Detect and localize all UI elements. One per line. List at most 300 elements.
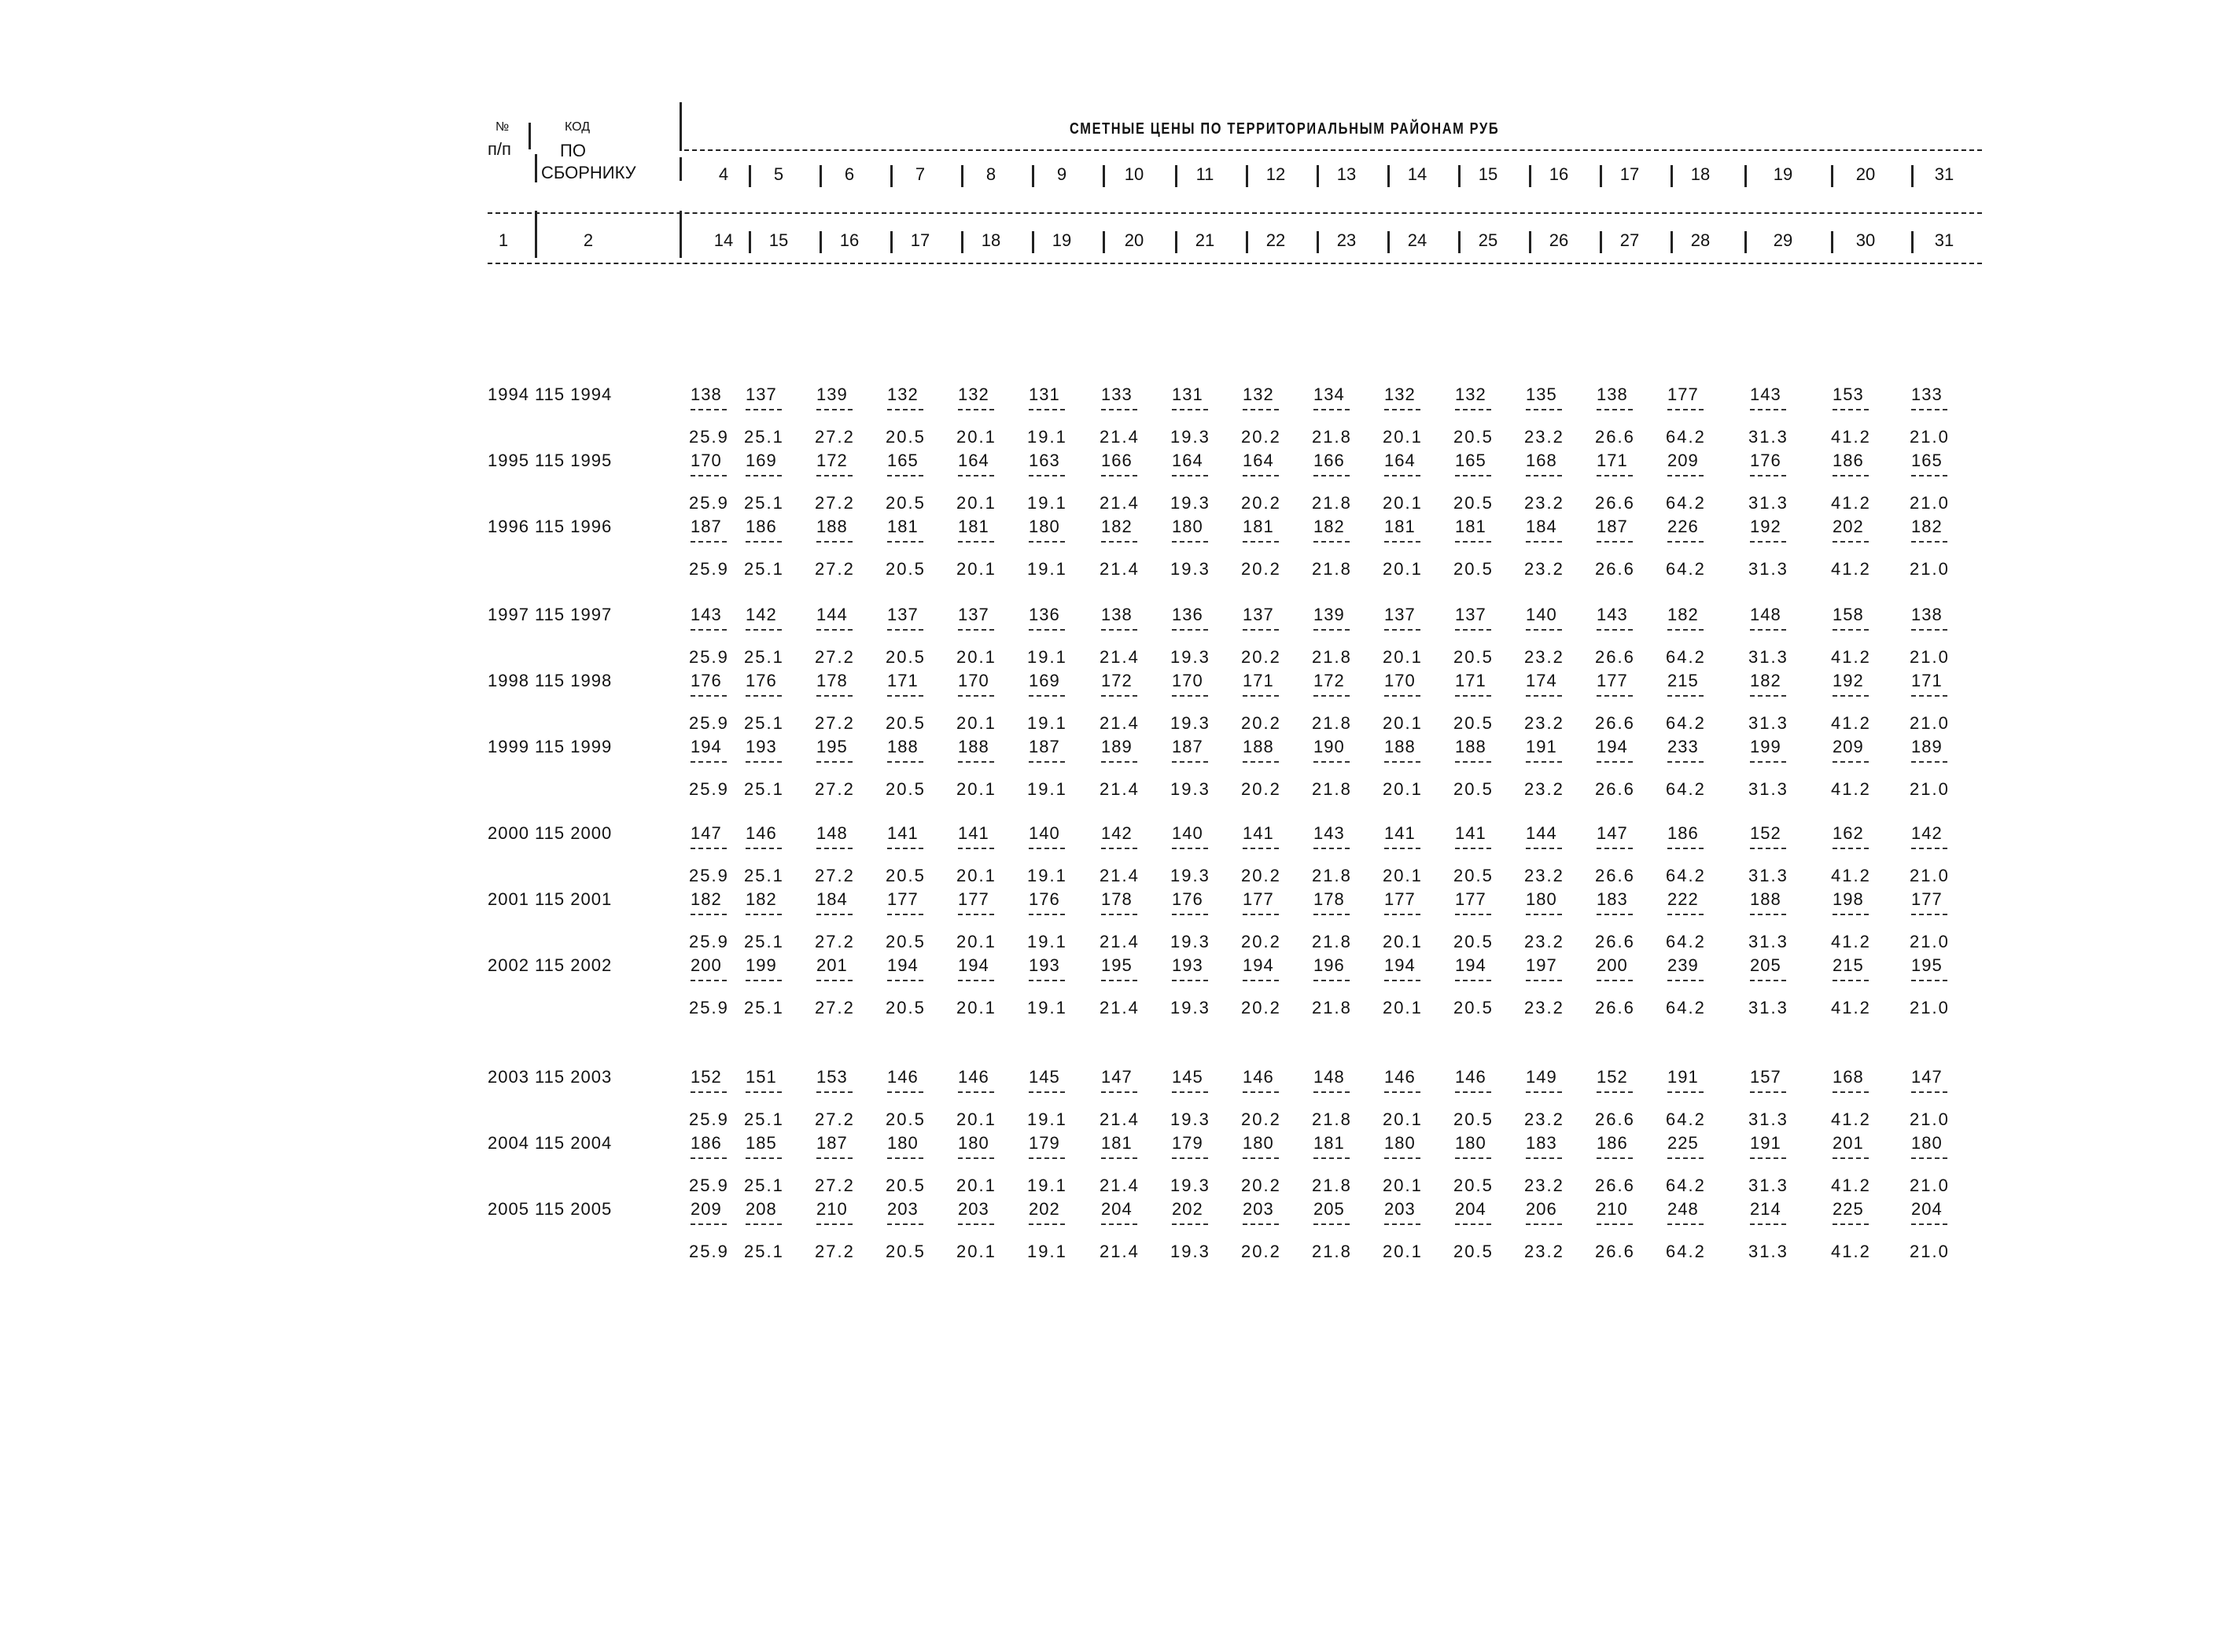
- coefficient-value: 20.1: [1383, 647, 1423, 667]
- fraction-line: [746, 1157, 782, 1159]
- fraction-line: [1172, 848, 1208, 849]
- price-value: 162: [1833, 823, 1864, 843]
- coefficient-value: 20.2: [1241, 779, 1281, 799]
- fraction-line: [1833, 409, 1869, 410]
- column-divider: [1529, 231, 1531, 253]
- price-value: 179: [1029, 1133, 1060, 1153]
- coefficient-value: 20.1: [956, 932, 996, 951]
- fraction-line: [1172, 695, 1208, 697]
- coefficient-value: 21.4: [1100, 1242, 1140, 1261]
- column-divider: [820, 231, 822, 253]
- fraction-line: [1750, 1157, 1786, 1159]
- fraction-line: [1597, 1223, 1633, 1225]
- coefficient-value: 41.2: [1831, 559, 1871, 579]
- price-value: 142: [1101, 823, 1133, 843]
- column-divider: [1911, 165, 1914, 187]
- header-divider: [535, 211, 537, 258]
- column-number: 30: [1855, 230, 1876, 250]
- fraction-line: [1455, 409, 1491, 410]
- price-value: 191: [1667, 1067, 1699, 1087]
- price-value: 187: [1597, 517, 1628, 536]
- fraction-line: [1172, 1223, 1208, 1225]
- price-value: 177: [1597, 671, 1628, 690]
- price-value: 169: [1029, 671, 1060, 690]
- fraction-line: [1667, 541, 1704, 543]
- coefficient-value: 20.2: [1241, 427, 1281, 447]
- price-value: 209: [1667, 451, 1699, 470]
- column-divider: [1671, 231, 1673, 253]
- fraction-line: [887, 761, 923, 763]
- fraction-line: [1667, 761, 1704, 763]
- coefficient-value: 25.1: [744, 779, 784, 799]
- price-value: 147: [1101, 1067, 1133, 1087]
- coefficient-value: 31.3: [1748, 866, 1788, 885]
- coefficient-value: 23.2: [1524, 998, 1564, 1017]
- price-value: 177: [958, 889, 989, 909]
- coefficient-value: 31.3: [1748, 1242, 1788, 1261]
- price-value: 177: [1455, 889, 1486, 909]
- coefficient-value: 20.1: [1383, 1109, 1423, 1129]
- row-code: 2005 115 2005: [488, 1199, 613, 1219]
- price-value: 172: [1101, 671, 1133, 690]
- row-code: 1994 115 1994: [488, 384, 613, 404]
- price-value: 199: [746, 955, 777, 975]
- column-divider: [1600, 231, 1602, 253]
- column-number: 22: [1265, 230, 1286, 250]
- fraction-line: [1750, 1091, 1786, 1093]
- fraction-line: [1597, 1091, 1633, 1093]
- price-value: 176: [1172, 889, 1203, 909]
- price-value: 146: [746, 823, 777, 843]
- fraction-line: [746, 1091, 782, 1093]
- fraction-line: [1172, 761, 1208, 763]
- col-code-sub1: ПО: [560, 141, 586, 160]
- coefficient-value: 20.2: [1241, 1242, 1281, 1261]
- fraction-line: [1029, 409, 1065, 410]
- coefficient-value: 41.2: [1831, 713, 1871, 733]
- price-value: 135: [1526, 384, 1557, 404]
- fraction-line: [887, 1091, 923, 1093]
- coefficient-value: 31.3: [1748, 559, 1788, 579]
- coefficient-value: 41.2: [1831, 932, 1871, 951]
- fraction-line: [1750, 409, 1786, 410]
- coefficient-value: 64.2: [1666, 427, 1706, 447]
- coefficient-value: 27.2: [815, 427, 855, 447]
- fraction-line: [691, 1091, 727, 1093]
- coefficient-value: 20.5: [886, 866, 926, 885]
- coefficient-value: 21.4: [1100, 779, 1140, 799]
- fraction-line: [1911, 914, 1947, 915]
- price-value: 171: [1597, 451, 1628, 470]
- fraction-line: [1384, 1157, 1420, 1159]
- coefficient-value: 20.1: [956, 559, 996, 579]
- region-number: 8: [985, 164, 996, 184]
- fraction-line: [1172, 541, 1208, 543]
- fraction-line: [1101, 914, 1137, 915]
- price-value: 187: [816, 1133, 848, 1153]
- price-value: 214: [1750, 1199, 1781, 1219]
- row-code: 1999 115 1999: [488, 737, 613, 756]
- fraction-line: [1911, 1157, 1947, 1159]
- price-value: 184: [1526, 517, 1557, 536]
- coefficient-value: 21.8: [1312, 998, 1352, 1017]
- price-value: 182: [1911, 517, 1943, 536]
- price-value: 182: [1313, 517, 1345, 536]
- fraction-line: [1101, 1157, 1137, 1159]
- fraction-line: [691, 980, 727, 981]
- fraction-line: [691, 475, 727, 476]
- fraction-line: [1833, 629, 1869, 631]
- coefficient-value: 25.9: [689, 427, 729, 447]
- coefficient-value: 25.9: [689, 559, 729, 579]
- price-value: 137: [1384, 605, 1416, 624]
- price-value: 157: [1750, 1067, 1781, 1087]
- fraction-line: [1750, 629, 1786, 631]
- coefficient-value: 31.3: [1748, 1109, 1788, 1129]
- price-value: 165: [887, 451, 919, 470]
- coefficient-value: 21.8: [1312, 866, 1352, 885]
- fraction-line: [1911, 409, 1947, 410]
- price-value: 179: [1172, 1133, 1203, 1153]
- coefficient-value: 20.5: [886, 559, 926, 579]
- fraction-line: [1526, 1157, 1562, 1159]
- fraction-line: [1029, 475, 1065, 476]
- price-value: 171: [1911, 671, 1943, 690]
- price-value: 138: [1101, 605, 1133, 624]
- price-value: 163: [1029, 451, 1060, 470]
- coefficient-value: 27.2: [815, 1242, 855, 1261]
- price-value: 225: [1833, 1199, 1864, 1219]
- price-value: 186: [1597, 1133, 1628, 1153]
- price-value: 205: [1750, 955, 1781, 975]
- fraction-line: [1384, 629, 1420, 631]
- price-value: 209: [1833, 737, 1864, 756]
- fraction-line: [1750, 848, 1786, 849]
- fraction-line: [746, 761, 782, 763]
- header-divider: [535, 154, 537, 182]
- fraction-line: [1667, 848, 1704, 849]
- fraction-line: [1243, 761, 1279, 763]
- coefficient-value: 20.5: [1453, 1176, 1494, 1195]
- coefficient-value: 21.4: [1100, 647, 1140, 667]
- coefficient-value: 64.2: [1666, 779, 1706, 799]
- price-value: 192: [1833, 671, 1864, 690]
- region-number: 5: [773, 164, 784, 184]
- fraction-line: [1243, 980, 1279, 981]
- coefficient-value: 23.2: [1524, 866, 1564, 885]
- fraction-line: [1101, 541, 1137, 543]
- coefficient-value: 19.3: [1170, 1242, 1210, 1261]
- coefficient-value: 31.3: [1748, 932, 1788, 951]
- price-value: 131: [1172, 384, 1203, 404]
- price-value: 138: [691, 384, 722, 404]
- fraction-line: [1313, 695, 1350, 697]
- coefficient-value: 25.9: [689, 713, 729, 733]
- coefficient-value: 20.5: [886, 932, 926, 951]
- fraction-line: [1101, 475, 1137, 476]
- fraction-line: [1313, 848, 1350, 849]
- column-number: 20: [1124, 230, 1144, 250]
- price-value: 180: [1243, 1133, 1274, 1153]
- coefficient-value: 26.6: [1595, 1242, 1635, 1261]
- price-value: 146: [1243, 1067, 1274, 1087]
- price-value: 226: [1667, 517, 1699, 536]
- fraction-line: [958, 541, 994, 543]
- price-value: 194: [1384, 955, 1416, 975]
- header-divider: [529, 123, 531, 149]
- coefficient-value: 41.2: [1831, 998, 1871, 1017]
- column-divider: [961, 165, 963, 187]
- fraction-line: [958, 629, 994, 631]
- fraction-line: [1526, 475, 1562, 476]
- fraction-line: [1597, 980, 1633, 981]
- coefficient-value: 19.1: [1027, 1242, 1067, 1261]
- column-number: 28: [1690, 230, 1711, 250]
- coefficient-value: 19.3: [1170, 866, 1210, 885]
- coefficient-value: 41.2: [1831, 493, 1871, 513]
- column-number: 15: [768, 230, 789, 250]
- price-value: 204: [1911, 1199, 1943, 1219]
- coefficient-value: 31.3: [1748, 427, 1788, 447]
- fraction-line: [1455, 848, 1491, 849]
- coefficient-value: 31.3: [1748, 779, 1788, 799]
- fraction-line: [1455, 541, 1491, 543]
- coefficient-value: 20.2: [1241, 713, 1281, 733]
- fraction-line: [816, 629, 853, 631]
- coefficient-value: 19.1: [1027, 932, 1067, 951]
- fraction-line: [1911, 980, 1947, 981]
- column-divider: [961, 231, 963, 253]
- fraction-line: [1313, 1223, 1350, 1225]
- price-value: 189: [1101, 737, 1133, 756]
- coefficient-value: 21.0: [1910, 1176, 1950, 1195]
- column-divider: [1744, 231, 1747, 253]
- fraction-line: [1313, 475, 1350, 476]
- fraction-line: [887, 629, 923, 631]
- coefficient-value: 19.3: [1170, 998, 1210, 1017]
- price-value: 210: [816, 1199, 848, 1219]
- fraction-line: [887, 1223, 923, 1225]
- price-value: 239: [1667, 955, 1699, 975]
- coefficient-value: 27.2: [815, 1109, 855, 1129]
- price-value: 188: [1243, 737, 1274, 756]
- region-number: 10: [1124, 164, 1144, 184]
- column-divider: [1600, 165, 1602, 187]
- fraction-line: [1455, 475, 1491, 476]
- fraction-line: [1313, 1091, 1350, 1093]
- coefficient-value: 27.2: [815, 779, 855, 799]
- coefficient-value: 20.5: [1453, 866, 1494, 885]
- fraction-line: [1243, 541, 1279, 543]
- fraction-line: [1526, 1223, 1562, 1225]
- price-value: 180: [958, 1133, 989, 1153]
- col-code-sub2: СБОРНИКУ: [541, 163, 636, 182]
- price-value: 215: [1833, 955, 1864, 975]
- fraction-line: [1243, 409, 1279, 410]
- fraction-line: [1455, 914, 1491, 915]
- fraction-line: [1750, 541, 1786, 543]
- coefficient-value: 21.8: [1312, 1176, 1352, 1195]
- fraction-line: [1384, 475, 1420, 476]
- fraction-line: [746, 475, 782, 476]
- column-divider: [1458, 231, 1461, 253]
- column-number: 24: [1407, 230, 1427, 250]
- price-value: 138: [1911, 605, 1943, 624]
- coefficient-value: 25.1: [744, 647, 784, 667]
- region-number: 9: [1056, 164, 1067, 184]
- price-value: 172: [816, 451, 848, 470]
- fraction-line: [887, 409, 923, 410]
- coefficient-value: 20.1: [1383, 932, 1423, 951]
- fraction-line: [1384, 695, 1420, 697]
- price-value: 187: [1172, 737, 1203, 756]
- fraction-line: [746, 629, 782, 631]
- price-value: 188: [1750, 889, 1781, 909]
- coefficient-value: 26.6: [1595, 1109, 1635, 1129]
- price-value: 177: [1384, 889, 1416, 909]
- price-value: 165: [1911, 451, 1943, 470]
- coefficient-value: 64.2: [1666, 1242, 1706, 1261]
- fraction-line: [1101, 848, 1137, 849]
- coefficient-value: 20.1: [1383, 1242, 1423, 1261]
- fraction-line: [1029, 914, 1065, 915]
- price-value: 142: [1911, 823, 1943, 843]
- fraction-line: [1911, 1223, 1947, 1225]
- coefficient-value: 20.1: [956, 713, 996, 733]
- price-value: 132: [958, 384, 989, 404]
- column-number: 21: [1195, 230, 1215, 250]
- coefficient-value: 21.8: [1312, 427, 1352, 447]
- coefficient-value: 23.2: [1524, 1242, 1564, 1261]
- coefficient-value: 19.3: [1170, 713, 1210, 733]
- price-value: 182: [1750, 671, 1781, 690]
- table-title: СМЕТНЫЕ ЦЕНЫ ПО ТЕРРИТОРИАЛЬНЫМ РАЙОНАМ РУБ: [1070, 120, 1500, 138]
- price-value: 170: [1172, 671, 1203, 690]
- price-value: 134: [1313, 384, 1345, 404]
- coefficient-value: 23.2: [1524, 559, 1564, 579]
- column-divider: [1175, 165, 1177, 187]
- price-value: 196: [1313, 955, 1345, 975]
- fraction-line: [691, 541, 727, 543]
- price-value: 176: [746, 671, 777, 690]
- column-number: 17: [910, 230, 930, 250]
- col-code-label: КОД: [565, 120, 591, 134]
- row-code: 1996 115 1996: [488, 517, 613, 536]
- fraction-line: [1243, 1157, 1279, 1159]
- price-value: 181: [1313, 1133, 1345, 1153]
- coefficient-value: 21.0: [1910, 647, 1950, 667]
- price-value: 202: [1172, 1199, 1203, 1219]
- row-code: 1998 115 1998: [488, 671, 613, 690]
- fraction-line: [1384, 1223, 1420, 1225]
- coefficient-value: 20.1: [1383, 493, 1423, 513]
- coefficient-value: 64.2: [1666, 559, 1706, 579]
- price-value: 194: [958, 955, 989, 975]
- fraction-line: [1911, 1091, 1947, 1093]
- price-value: 164: [1172, 451, 1203, 470]
- fraction-line: [958, 695, 994, 697]
- column-divider: [1387, 231, 1390, 253]
- price-value: 208: [746, 1199, 777, 1219]
- fraction-line: [1667, 1223, 1704, 1225]
- fraction-line: [1243, 848, 1279, 849]
- price-value: 143: [691, 605, 722, 624]
- fraction-line: [746, 1223, 782, 1225]
- coefficient-value: 20.5: [886, 1176, 926, 1195]
- price-value: 177: [1911, 889, 1943, 909]
- fraction-line: [1313, 541, 1350, 543]
- price-value: 178: [1313, 889, 1345, 909]
- column-divider: [1831, 165, 1833, 187]
- coefficient-value: 19.1: [1027, 647, 1067, 667]
- coefficient-value: 20.5: [886, 1242, 926, 1261]
- column-number: 16: [839, 230, 860, 250]
- col-no-label: №: [495, 120, 510, 134]
- price-value: 137: [1455, 605, 1486, 624]
- fraction-line: [1384, 761, 1420, 763]
- price-value: 170: [691, 451, 722, 470]
- price-value: 152: [1750, 823, 1781, 843]
- fraction-line: [1833, 914, 1869, 915]
- price-value: 151: [746, 1067, 777, 1087]
- price-value: 186: [746, 517, 777, 536]
- price-value: 225: [1667, 1133, 1699, 1153]
- fraction-line: [1101, 409, 1137, 410]
- coefficient-value: 21.8: [1312, 1242, 1352, 1261]
- coefficient-value: 25.9: [689, 1242, 729, 1261]
- price-value: 133: [1911, 384, 1943, 404]
- coefficient-value: 19.1: [1027, 866, 1067, 885]
- fraction-line: [1243, 1223, 1279, 1225]
- price-value: 204: [1455, 1199, 1486, 1219]
- price-value: 188: [958, 737, 989, 756]
- column-number: 2: [583, 230, 594, 250]
- price-value: 142: [746, 605, 777, 624]
- price-value: 143: [1313, 823, 1345, 843]
- fraction-line: [1029, 761, 1065, 763]
- fraction-line: [1750, 1223, 1786, 1225]
- coefficient-value: 25.9: [689, 779, 729, 799]
- price-value: 180: [1526, 889, 1557, 909]
- price-value: 233: [1667, 737, 1699, 756]
- column-divider: [1911, 231, 1914, 253]
- price-value: 182: [1667, 605, 1699, 624]
- price-value: 248: [1667, 1199, 1699, 1219]
- price-value: 189: [1911, 737, 1943, 756]
- coefficient-value: 64.2: [1666, 1176, 1706, 1195]
- coefficient-value: 20.5: [886, 779, 926, 799]
- column-number: 14: [713, 230, 734, 250]
- fraction-line: [1243, 914, 1279, 915]
- fraction-line: [816, 695, 853, 697]
- coefficient-value: 21.0: [1910, 866, 1950, 885]
- coefficient-value: 20.5: [886, 493, 926, 513]
- fraction-line: [958, 1157, 994, 1159]
- coefficient-value: 27.2: [815, 493, 855, 513]
- fraction-line: [1597, 848, 1633, 849]
- coefficient-value: 64.2: [1666, 713, 1706, 733]
- coefficient-value: 21.4: [1100, 1176, 1140, 1195]
- coefficient-value: 19.3: [1170, 1109, 1210, 1129]
- region-number: 12: [1265, 164, 1286, 184]
- coefficient-value: 25.1: [744, 932, 784, 951]
- fraction-line: [1750, 475, 1786, 476]
- price-value: 139: [1313, 605, 1345, 624]
- region-number: 14: [1407, 164, 1427, 184]
- fraction-line: [1833, 1223, 1869, 1225]
- fraction-line: [1833, 541, 1869, 543]
- fraction-line: [1526, 761, 1562, 763]
